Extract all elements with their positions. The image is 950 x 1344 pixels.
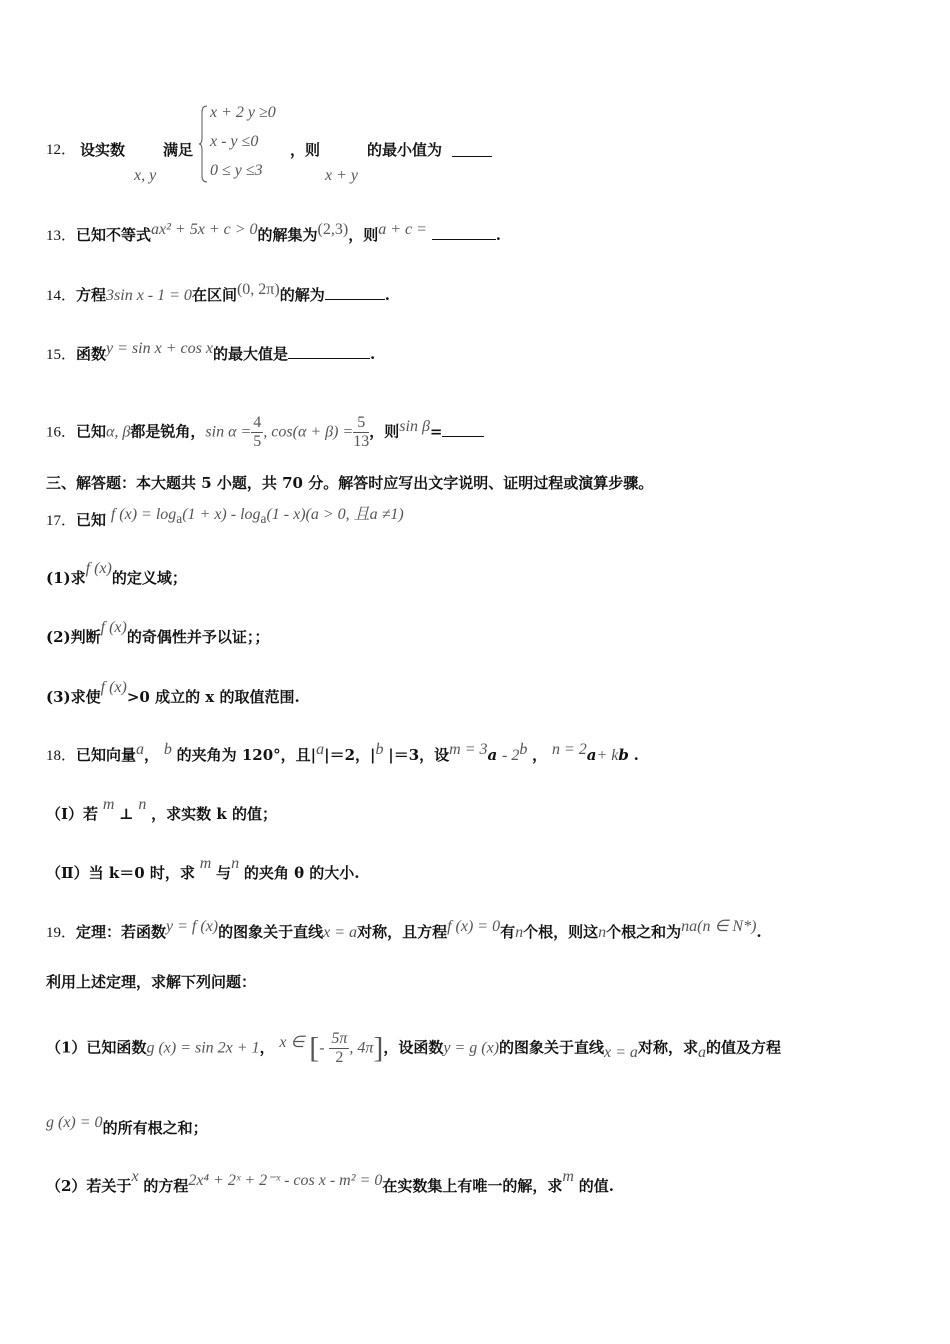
text: 对称，求 bbox=[637, 1038, 698, 1057]
question-number: 16． bbox=[46, 424, 77, 441]
answer-blank bbox=[442, 421, 484, 437]
math-vars: x, y bbox=[134, 167, 157, 184]
math-sum: na(n ∈ N*) bbox=[681, 918, 757, 935]
text: ，则 bbox=[369, 422, 400, 441]
text: 定理：若函数 bbox=[76, 923, 167, 941]
text: 的图象关于直线 bbox=[499, 1038, 605, 1057]
expr-part: f (x) = log bbox=[110, 506, 177, 523]
text: = bbox=[429, 422, 443, 441]
question-number: 17． bbox=[46, 513, 77, 529]
vector-a: a bbox=[316, 741, 325, 758]
text: 已知 bbox=[76, 422, 107, 441]
q17-part1 bbox=[46, 560, 910, 589]
text: 的值及方程 bbox=[705, 1038, 781, 1057]
constraint-1: x + 2 y ≥0 bbox=[210, 104, 276, 121]
text: 的值. bbox=[578, 1177, 614, 1195]
question-number: 13． bbox=[46, 228, 77, 244]
math-interval: (2,3) bbox=[317, 221, 349, 238]
math-target: x + y bbox=[325, 167, 358, 184]
math-fx: f (x) bbox=[100, 679, 127, 696]
fraction bbox=[329, 1030, 349, 1067]
math-line: x = a bbox=[604, 1043, 638, 1061]
math-n: n bbox=[515, 924, 524, 941]
vector-n: n bbox=[138, 796, 147, 813]
text: 对称，且方程 bbox=[357, 923, 448, 941]
math-equation: 3sin x - 1 = 0 bbox=[106, 287, 192, 304]
text: >0 成立的 x 的取值范围. bbox=[126, 688, 300, 706]
math-equation: f (x) = 0 bbox=[447, 918, 501, 935]
math-sin-beta: sin β bbox=[399, 417, 430, 435]
text: 都是锐角， bbox=[130, 422, 206, 441]
vector-n: n bbox=[231, 855, 240, 872]
q19-part2 bbox=[46, 1168, 910, 1197]
expr-part: (1 - x)(a > 0, 且a ≠1) bbox=[266, 506, 404, 523]
text: 在区间 bbox=[191, 286, 237, 304]
math-function bbox=[110, 506, 404, 527]
question-number: 18． bbox=[46, 748, 77, 764]
text: 方程 bbox=[76, 286, 107, 304]
text: （2）若关于 bbox=[46, 1177, 132, 1195]
text: ，设函数 bbox=[383, 1038, 444, 1057]
vector-n: n = 2 bbox=[551, 741, 587, 758]
math-n: n bbox=[598, 924, 607, 941]
text: ，求实数 k 的值； bbox=[151, 805, 277, 823]
brace-icon bbox=[199, 104, 209, 184]
text: (1)求 bbox=[46, 569, 86, 587]
math-function: y = sin x + cos x bbox=[106, 340, 213, 357]
vector-m: m bbox=[199, 855, 212, 872]
math-expr: a + c = bbox=[378, 221, 427, 238]
text: 的最小值为 bbox=[367, 141, 443, 159]
fraction bbox=[251, 414, 263, 451]
math-x: x bbox=[131, 1168, 139, 1185]
period: . bbox=[495, 226, 501, 244]
text: 的解集为 bbox=[257, 226, 318, 244]
vector-a-bold: a bbox=[586, 746, 597, 764]
question-number: 12． bbox=[46, 142, 77, 158]
expr-part: (1 + x) - log bbox=[182, 506, 261, 523]
minus-sign: - bbox=[319, 1039, 325, 1057]
fraction bbox=[353, 414, 369, 451]
q19-part1 bbox=[46, 1030, 910, 1067]
text: 的夹角 θ 的大小. bbox=[243, 864, 360, 882]
vector-b-bold: b bbox=[618, 746, 629, 764]
text: 的定义域； bbox=[111, 569, 187, 587]
q19-part1-cont bbox=[46, 1114, 910, 1139]
text: 的方程 bbox=[143, 1177, 189, 1195]
text: 有 bbox=[500, 923, 516, 941]
text: 的奇偶性并予以证；； bbox=[126, 628, 270, 646]
vector-m: m bbox=[102, 796, 115, 813]
math-m: m bbox=[562, 1168, 574, 1185]
text: 已知不等式 bbox=[76, 226, 152, 244]
text: 的图象关于直线 bbox=[218, 923, 324, 941]
math-function: y = f (x) bbox=[166, 918, 219, 935]
section-heading: 三、解答题：本大题共 5 小题，共 70 分。解答时应写出文字说明、证明过程或演算步骤。 bbox=[46, 474, 654, 492]
text: 个根之和为 bbox=[606, 923, 682, 941]
period: . bbox=[384, 286, 390, 304]
answer-blank bbox=[432, 224, 496, 240]
text: |＝3，设 bbox=[388, 746, 450, 764]
q18-part2 bbox=[46, 855, 910, 884]
question-18: 18．已知向量a， b 的夹角为 120°，且|a|＝2，|b |＝3，设m = 3a - 2b ， n = 2a+ kb . bbox=[46, 741, 639, 764]
text: （Ⅱ）当 k＝0 时，求 bbox=[46, 864, 195, 882]
text: 的最大值是 bbox=[212, 345, 288, 363]
expr-part: - 2 bbox=[502, 747, 520, 764]
perp-icon: ⊥ bbox=[119, 805, 134, 823]
numerator: 4 bbox=[253, 414, 262, 431]
math-fx: f (x) bbox=[85, 560, 112, 577]
constraint-2: x - y ≤0 bbox=[210, 133, 259, 150]
log-base: a bbox=[260, 511, 267, 527]
text: 已知向量 bbox=[76, 746, 137, 764]
text: |＝2，| bbox=[324, 746, 376, 764]
text: 的夹角为 120°，且| bbox=[176, 746, 317, 764]
text: (3)求使 bbox=[46, 688, 101, 706]
question-number: 14． bbox=[46, 288, 77, 304]
denominator: 5 bbox=[253, 433, 262, 450]
text: 个根，则这 bbox=[523, 923, 599, 941]
vector-b: b bbox=[163, 741, 172, 758]
text: (2)判断 bbox=[46, 628, 101, 646]
question-16 bbox=[46, 414, 910, 451]
text: 函数 bbox=[76, 345, 107, 363]
math-function: g (x) = sin 2x + 1 bbox=[146, 1039, 260, 1057]
question-13 bbox=[46, 221, 910, 246]
q17-part2 bbox=[46, 619, 910, 648]
vector-b: b bbox=[519, 741, 528, 758]
math-domain-end: , 4π bbox=[349, 1039, 374, 1057]
math-inequality: ax² + 5x + c > 0 bbox=[151, 221, 258, 238]
question-14 bbox=[46, 281, 910, 306]
question-19 bbox=[46, 918, 910, 943]
q19-intro: 利用上述定理，求解下列问题： bbox=[46, 973, 257, 991]
text: ， bbox=[259, 1038, 275, 1057]
answer-blank bbox=[325, 284, 385, 300]
q17-part3 bbox=[46, 679, 910, 708]
denominator: 13 bbox=[353, 433, 370, 450]
log-base: a bbox=[176, 511, 183, 527]
text: 已知 bbox=[76, 511, 107, 529]
numerator: 5 bbox=[353, 414, 369, 433]
math-vars: α, β bbox=[106, 423, 131, 441]
math-domain: x ∈ bbox=[279, 1033, 305, 1051]
question-15 bbox=[46, 340, 910, 365]
text: 满足 bbox=[163, 141, 194, 159]
text: ，则 bbox=[348, 226, 379, 244]
text: 的解为 bbox=[279, 286, 325, 304]
numerator: 5π bbox=[331, 1030, 348, 1047]
math-fx: f (x) bbox=[100, 619, 127, 636]
period: . bbox=[633, 746, 639, 764]
question-number: 15． bbox=[46, 347, 77, 363]
question-17 bbox=[46, 506, 910, 535]
text: 在实数集上有唯一的解，求 bbox=[382, 1177, 563, 1195]
text: （1）已知函数 bbox=[46, 1038, 147, 1057]
answer-blank bbox=[288, 343, 370, 359]
text: 的所有根之和； bbox=[102, 1119, 208, 1137]
math-equation: 2x⁴ + 2ˣ + 2⁻ˣ - cos x - m² = 0 bbox=[188, 1172, 383, 1189]
bracket-left-icon: [ bbox=[309, 1031, 320, 1065]
vector-m: m = 3 bbox=[449, 741, 488, 758]
text: （Ⅰ）若 bbox=[46, 805, 99, 823]
vector-a-bold: a bbox=[487, 746, 498, 764]
math-interval: (0, 2π) bbox=[236, 281, 280, 298]
vector-b: b bbox=[375, 741, 384, 758]
denominator: 2 bbox=[335, 1049, 344, 1066]
expr-part: + k bbox=[596, 747, 619, 764]
text: 与 bbox=[216, 864, 232, 882]
period: . bbox=[756, 923, 762, 941]
math-line: x = a bbox=[323, 924, 358, 941]
bracket-right-icon: ] bbox=[373, 1031, 384, 1065]
constraint-3: 0 ≤ y ≤3 bbox=[210, 162, 263, 179]
question-number: 19． bbox=[46, 925, 77, 941]
math-sin: sin α = bbox=[205, 423, 252, 441]
text: 设实数 bbox=[80, 141, 126, 159]
math-equation: g (x) = 0 bbox=[46, 1114, 103, 1131]
q18-part1 bbox=[46, 796, 910, 825]
math-a: a bbox=[697, 1043, 706, 1061]
period: . bbox=[369, 345, 376, 363]
math-function: y = g (x) bbox=[443, 1039, 500, 1057]
answer-blank bbox=[452, 141, 492, 157]
math-cos: , cos(α + β) = bbox=[263, 423, 354, 441]
text: ，则 bbox=[290, 141, 321, 159]
vector-a: a bbox=[136, 741, 145, 758]
